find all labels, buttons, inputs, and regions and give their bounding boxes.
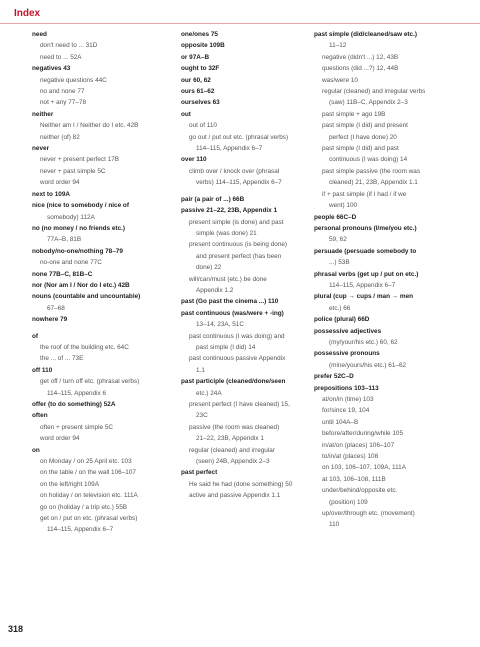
index-subentry: Appendix 1.2	[196, 286, 234, 294]
index-entry: prepositions 103–113	[314, 384, 379, 392]
index-subentry: continuous (I was doing) 14	[329, 156, 408, 164]
index-subentry: ...) 53B	[329, 259, 350, 267]
index-subentry: 21–22, 23B, Appendix 1	[196, 435, 264, 443]
index-subentry: was/were 10	[322, 76, 358, 84]
index-subentry: somebody) 112A	[47, 213, 95, 221]
index-subentry: on Monday / on 25 April etc. 103	[40, 458, 132, 466]
header-rule	[0, 23, 480, 24]
index-subentry: if + past simple (if I had / if we	[322, 190, 407, 198]
index-entry: past simple (did/cleaned/saw etc.)	[314, 31, 417, 38]
index-subentry: perfect (I have done) 20	[329, 133, 397, 141]
index-entry: prefer 52C–D	[314, 373, 354, 381]
index-subentry: negative (didn't ...) 12, 43B	[322, 53, 399, 61]
index-entry: need	[32, 31, 47, 38]
index-subentry: get on / put on etc. (phrasal verbs)	[40, 515, 138, 523]
index-entry: off 110	[32, 366, 53, 374]
index-subentry: Neither am I / Neither do I etc. 42B	[40, 122, 139, 130]
index-subentry: went) 100	[329, 202, 358, 210]
index-column-2	[181, 29, 308, 502]
page-title: Index	[14, 8, 41, 19]
index-subentry: etc.) 24A	[196, 389, 222, 397]
index-entry: out	[181, 110, 191, 118]
index-entry: past perfect	[181, 469, 218, 477]
index-entry: people 66C–D	[314, 213, 357, 221]
index-entry: past (Go past the cinema ...) 110	[181, 298, 279, 306]
index-subentry: never + past simple 5C	[40, 167, 106, 175]
index-subentry: under/behind/opposite etc.	[322, 487, 398, 495]
index-subentry: word order 94	[40, 179, 80, 187]
index-subentry: past simple (I did) 14	[196, 343, 256, 351]
index-subentry: 114–115, Appendix 6–7	[329, 281, 396, 289]
index-subentry: need to ... 52A	[40, 53, 82, 61]
index-entry: nice (nice to somebody / nice of	[32, 202, 129, 210]
index-entry: pair (a pair of ...) 66B	[181, 195, 245, 203]
index-entry: often	[32, 412, 48, 420]
index-subentry: word order 94	[40, 435, 80, 443]
index-entry: phrasal verbs (get up / put on etc.)	[314, 270, 419, 278]
index-subentry: before/after/during/while 105	[322, 430, 404, 438]
index-entry: of	[32, 332, 39, 340]
index-subentry: passive (the room was cleaned)	[189, 423, 280, 431]
index-subentry: (my/your/his etc.) 60, 62	[329, 338, 398, 346]
index-entry: or 97A–B	[181, 53, 210, 61]
index-entry: nowhere 79	[32, 316, 68, 324]
index-entry: ours 61–62	[181, 88, 215, 96]
index-subentry: no-one and none 77C	[40, 259, 102, 267]
index-subentry: past simple passive (the room was	[322, 167, 421, 175]
index-subentry: and present perfect (has been	[196, 252, 282, 260]
index-subentry: (seen) 24B, Appendix 2–3	[196, 458, 270, 466]
index-subentry: climb over / knock over (phrasal	[189, 167, 280, 175]
index-subentry: past simple (I did) and past	[322, 145, 399, 153]
index-subentry: (saw) 11B–C, Appendix 2–3	[329, 99, 408, 107]
index-subentry: done) 22	[196, 264, 222, 272]
index-subentry: go out / put out etc. (phrasal verbs)	[189, 133, 289, 141]
index-subentry: on holiday / on television etc. 111A	[40, 492, 138, 500]
index-entry: one/ones 75	[181, 31, 218, 38]
index-subentry: never + present perfect 17B	[40, 156, 120, 164]
index-column-1	[32, 29, 167, 536]
index-subentry: 23C	[196, 412, 208, 420]
index-subentry: questions (did ...?) 12, 44B	[322, 65, 399, 73]
index-subentry: on 103, 106–107, 109A, 111A	[322, 464, 406, 472]
index-entry: nouns (countable and uncountable)	[32, 293, 141, 301]
index-entry: persuade (persuade somebody to	[314, 247, 417, 255]
index-entry: negatives 43	[32, 65, 71, 73]
index-subentry: on the left/right 109A	[40, 480, 99, 488]
index-subentry: go on (holiday / a trip etc.) 55B	[40, 503, 128, 511]
index-subentry: He said he had (done something) 50	[189, 480, 293, 488]
index-subentry: don't need to ... 31D	[40, 42, 98, 50]
index-subentry: past simple (I did) and present	[322, 122, 408, 130]
index-subentry: etc.) 66	[329, 304, 351, 312]
index-subentry: no and none 77	[40, 88, 85, 96]
page-number: 318	[8, 624, 24, 634]
index-entry: passive 21–22, 23B, Appendix 1	[181, 207, 278, 215]
index-subentry: present continuous (is being done)	[189, 241, 288, 249]
index-entry: none 77B–C, 81B–C	[32, 270, 93, 278]
index-subentry: neither (of) 82	[40, 133, 80, 141]
index-entry: police (plural) 66D	[314, 316, 370, 324]
index-subentry: to/in/at (places) 108	[322, 453, 379, 461]
index-subentry: 1.1	[196, 366, 205, 374]
index-subentry: cleaned) 21, 23B, Appendix 1.1	[329, 179, 418, 187]
index-subentry: often + present simple 5C	[40, 423, 113, 431]
index-entry: possessive pronouns	[314, 350, 380, 358]
index-subentry: (position) 109	[329, 498, 368, 506]
index-subentry: regular (cleaned) and irregular verbs	[322, 88, 426, 96]
index-subentry: out of 110	[189, 122, 217, 130]
index-subentry: 77A–B, 81B	[47, 236, 82, 244]
index-subentry: up/over/through etc. (movement)	[322, 510, 415, 518]
index-entry: personal pronouns (I/me/you etc.)	[314, 224, 417, 232]
index-subentry: 59, 62	[329, 236, 347, 244]
index-subentry: 114–115, Appendix 6–7	[196, 145, 263, 153]
index-entry: our 60, 62	[181, 76, 211, 84]
index-entry: nor (Nor am I / Nor do I etc.) 42B	[32, 281, 130, 289]
index-subentry: present perfect (I have cleaned) 15,	[189, 401, 290, 408]
index-subentry: regular (cleaned) and irregular	[189, 446, 275, 454]
index-subentry: 13–14, 23A, 51C	[196, 321, 244, 329]
index-entry: opposite 109B	[181, 42, 225, 50]
index-subentry: in/at/on (places) 106–107	[322, 441, 395, 449]
index-subentry: 67–68	[47, 304, 65, 312]
index-subentry: past continuous passive Appendix	[189, 355, 286, 363]
index-subentry: not + any 77–78	[40, 99, 87, 107]
index-entry: over 110	[181, 156, 207, 164]
index-entry: nobody/no-one/nothing 78–79	[32, 247, 123, 255]
index-subentry: 114–115, Appendix 6–7	[47, 526, 114, 534]
index-subentry: will/can/must (etc.) be done	[189, 275, 267, 283]
index-subentry: for/since 19, 104	[322, 407, 370, 415]
index-subentry: 11–12	[329, 42, 347, 50]
index-entry: offer (to do something) 52A	[32, 401, 116, 408]
index-subentry: on the table / on the wall 106–107	[40, 469, 136, 477]
index-subentry: the roof of the building etc. 64C	[40, 343, 129, 351]
index-subentry: 114–115, Appendix 6	[47, 389, 107, 397]
index-subentry: past continuous (I was doing) and	[189, 332, 285, 340]
index-column-3	[314, 29, 474, 531]
index-entry: no (no money / no friends etc.)	[32, 224, 126, 232]
index-subentry: at 103, 106–108, 111B	[322, 475, 386, 483]
index-subentry: the ... of ... 73E	[40, 355, 84, 363]
index-entry: never	[32, 145, 50, 153]
index-subentry: present simple (is done) and past	[189, 218, 284, 226]
index-entry: ourselves 63	[181, 99, 220, 107]
index-subentry: (mine/yours/his etc.) 61–62	[329, 361, 407, 369]
index-entry: possessive adjectives	[314, 327, 382, 335]
index-entry: plural (cup → cups / man → men	[314, 293, 414, 301]
index-subentry: at/on/in (time) 103	[322, 396, 374, 403]
index-subentry: simple (was done) 21	[196, 229, 257, 237]
index-subentry: verbs) 114–115, Appendix 6–7	[196, 179, 282, 187]
index-entry: on	[32, 446, 40, 454]
index-entry: ought to 32F	[181, 65, 220, 73]
index-subentry: until 104A–B	[322, 418, 359, 426]
index-subentry: active and passive Appendix 1.1	[189, 492, 281, 500]
index-entry: next to 109A	[32, 190, 71, 198]
index-subentry: past simple + ago 19B	[322, 110, 386, 118]
index-subentry: negative questions 44C	[40, 76, 107, 84]
index-entry: past participle (cleaned/done/seen	[181, 378, 286, 386]
index-entry: neither	[32, 110, 54, 118]
index-subentry: get off / turn off etc. (phrasal verbs)	[40, 378, 140, 386]
index-entry: past continuous (was/were + -ing)	[181, 309, 284, 317]
index-subentry: 110	[329, 521, 340, 529]
